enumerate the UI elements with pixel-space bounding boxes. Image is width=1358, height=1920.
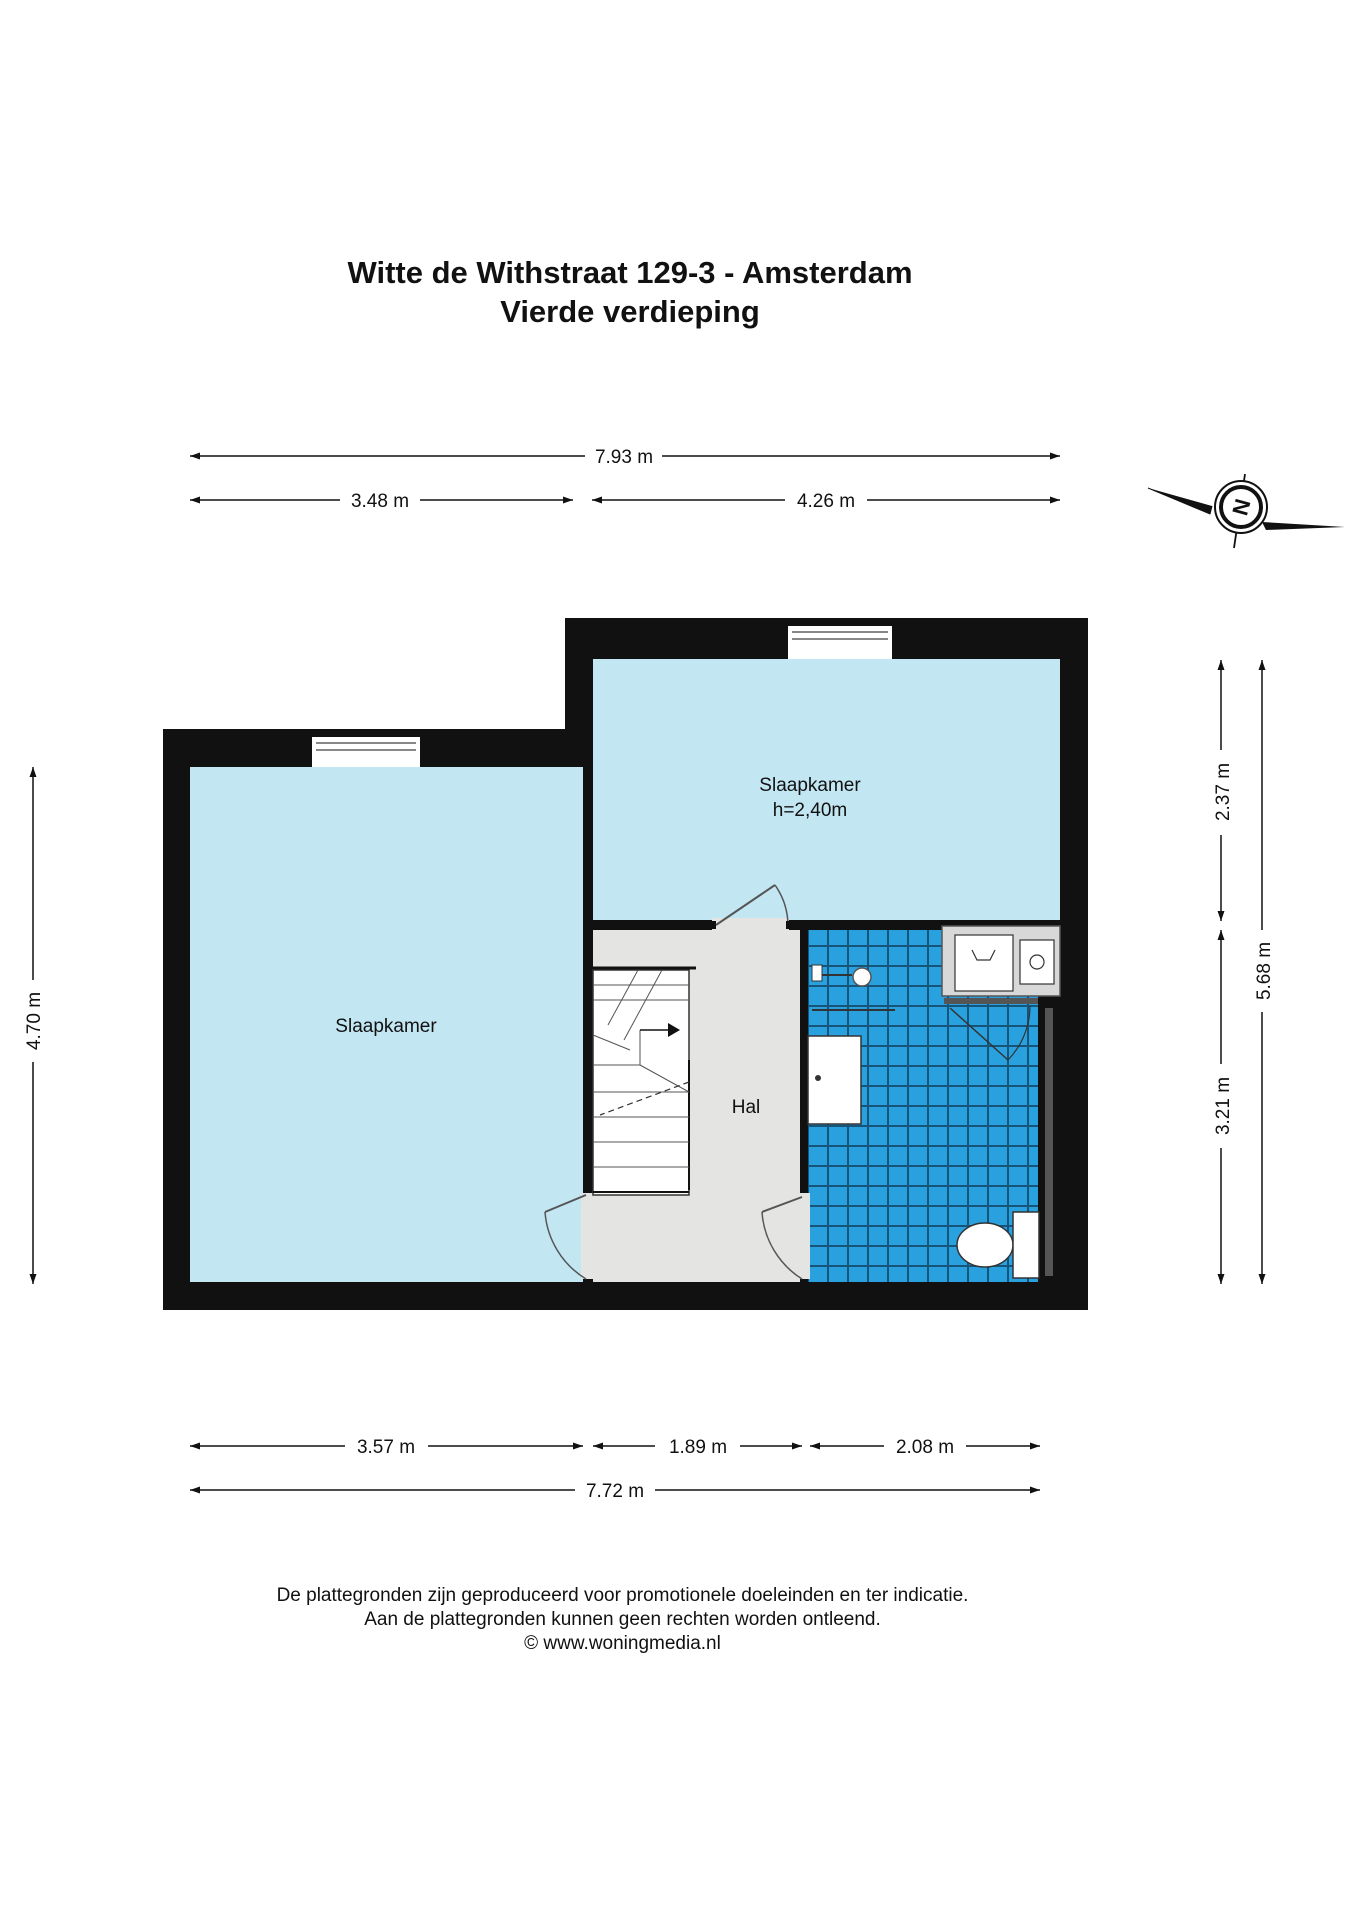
dimension-bottom-right (810, 1437, 1040, 1458)
dimension-label: 3.48 m (350, 491, 410, 512)
copyright-link[interactable]: © www.woningmedia.nl (524, 1633, 721, 1654)
sink (808, 1036, 861, 1124)
window (311, 737, 421, 767)
dimension-label: 7.93 m (594, 447, 654, 468)
page-title: Witte de Withstraat 129-3 - Amsterdam (347, 255, 913, 290)
dimension-label: 3.21 m (1213, 1076, 1234, 1136)
dimension-label: 4.70 m (24, 991, 45, 1051)
dimension-top-left (190, 491, 573, 512)
disclaimer-line: Aan de plattegronden kunnen geen rechten worden ontleend. (364, 1609, 881, 1630)
room-label-bedroom-right: Slaapkamer (759, 775, 861, 796)
dimension-label: 2.08 m (895, 1437, 955, 1458)
dimension-bottom-left (190, 1437, 583, 1458)
page-subtitle: Vierde verdieping (500, 294, 760, 329)
dimension-right-upper (1213, 660, 1234, 921)
room-height-label: h=2,40m (772, 800, 848, 821)
dimension-label: 4.26 m (796, 491, 856, 512)
dimension-bottom-mid (593, 1437, 802, 1458)
room-label-bedroom-left: Slaapkamer (335, 1016, 437, 1037)
dimension-top-total (190, 447, 1060, 468)
dimension-label: 2.37 m (1213, 762, 1234, 822)
dimension-right-total (1254, 660, 1275, 1284)
disclaimer-line: De plattegronden zijn geproduceerd voor promotionele doeleinden en ter indicatie. (276, 1585, 969, 1606)
dimension-top-right (592, 491, 1060, 512)
dimension-label: 7.72 m (585, 1481, 645, 1502)
dimension-label: 1.89 m (668, 1437, 728, 1458)
compass-label: N (1227, 496, 1256, 519)
wall (1045, 1008, 1053, 1276)
disclaimer (0, 1584, 1245, 1656)
dimension-label: 5.68 m (1254, 941, 1275, 1001)
dimension-label: 3.57 m (356, 1437, 416, 1458)
room-label-hall: Hal (731, 1097, 761, 1118)
window (787, 626, 893, 659)
dimension-right-lower (1213, 930, 1234, 1284)
dimension-left-height (24, 767, 45, 1284)
staircase (593, 968, 696, 1195)
dimension-bottom-total (190, 1481, 1040, 1502)
north-arrow-icon (1148, 474, 1345, 548)
